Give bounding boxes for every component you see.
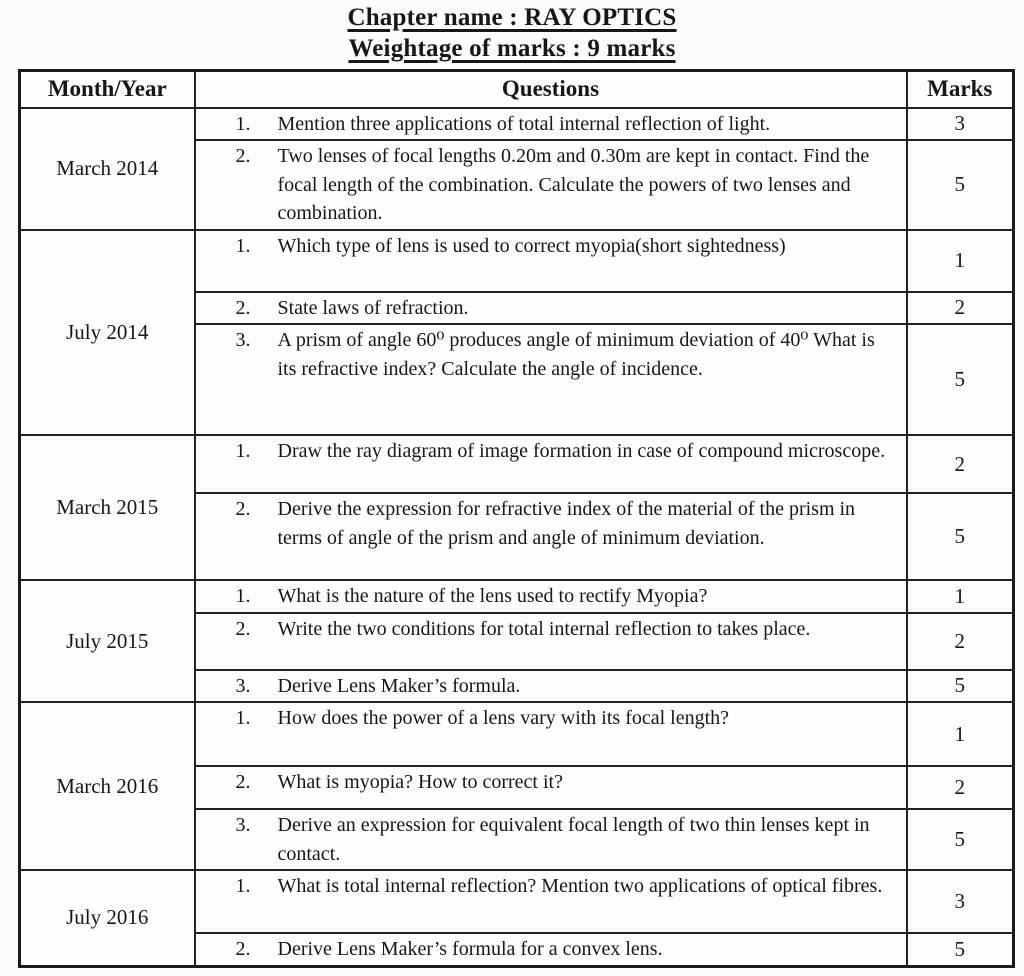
month-cell: March 2015 (20, 435, 195, 580)
marks-cell: 2 (907, 613, 1014, 670)
col-header-month: Month/Year (20, 71, 195, 108)
marks-cell: 5 (907, 933, 1014, 966)
marks-cell: 5 (907, 670, 1014, 703)
marks-cell: 3 (907, 870, 1014, 933)
question-number: 1. (235, 112, 251, 135)
marks-cell: 5 (907, 809, 1014, 870)
month-cell: July 2016 (20, 870, 195, 966)
marks-cell: 2 (907, 766, 1014, 809)
question-row (20, 108, 1014, 141)
question-text: What is myopia? How to correct it? (277, 771, 563, 793)
question-text: Derive Lens Maker’s formula. (277, 674, 521, 697)
month-cell: July 2014 (20, 230, 195, 436)
marks-cell: 1 (907, 580, 1014, 613)
question-number: 2. (235, 296, 251, 319)
month-cell: March 2014 (20, 108, 195, 230)
question-text: State laws of refraction. (277, 296, 469, 319)
question-row (20, 702, 1014, 766)
question-text: Derive the expression for refractive index of the material of the prism in terms of angle of the prism and angle of minimum deviation. (277, 498, 856, 549)
question-number: 2. (235, 771, 251, 793)
marks-cell: 5 (907, 140, 1014, 230)
marks-cell: 1 (907, 702, 1014, 766)
question-number: 1. (235, 875, 251, 897)
document-header (0, 0, 1024, 64)
question-text: What is the nature of the lens used to rectify Myopia? (277, 585, 708, 607)
question-number: 3. (235, 814, 251, 836)
question-number: 3. (235, 674, 251, 697)
marks-cell: 5 (907, 493, 1014, 580)
question-row (20, 435, 1014, 493)
question-text: Two lenses of focal lengths 0.20m and 0.30m are kept in contact. Find the focal length of the combination. Calculate the powers of two lenses and combination. (277, 145, 870, 224)
question-number: 1. (235, 707, 251, 729)
month-cell: July 2015 (20, 580, 195, 702)
question-number: 2. (235, 145, 251, 167)
question-text: How does the power of a lens vary with its focal length? (277, 707, 730, 729)
question-number: 1. (235, 234, 251, 257)
marks-cell: 2 (907, 292, 1014, 325)
question-text: A prism of angle 60⁰ produces angle of minimum deviation of 40⁰ What is its refractive index? Calculate the angle of incidence. (277, 329, 875, 380)
header-row (20, 71, 1014, 108)
question-text: Derive Lens Maker’s formula for a convex lens. (277, 938, 663, 960)
col-header-questions: Questions (195, 71, 907, 108)
question-row (20, 230, 1014, 292)
question-text: What is total internal reflection? Mention two applications of optical fibres. (277, 875, 883, 897)
question-text: Draw the ray diagram of image formation in case of compound microscope. (277, 440, 886, 462)
question-text: Which type of lens is used to correct myopia(short sightedness) (277, 234, 786, 257)
question-number: 3. (235, 329, 251, 351)
chapter-title: Chapter name : RAY OPTICS (347, 4, 677, 31)
marks-cell: 5 (907, 324, 1014, 435)
questions-table (18, 69, 1015, 968)
marks-cell: 1 (907, 230, 1014, 292)
question-row (20, 870, 1014, 933)
month-cell: March 2016 (20, 702, 195, 870)
question-row (20, 580, 1014, 613)
question-text: Mention three applications of total internal reflection of light. (277, 112, 771, 135)
question-number: 2. (235, 938, 251, 960)
question-text: Derive an expression for equivalent focal length of two thin lenses kept in contact. (277, 814, 870, 865)
weightage-title: Weightage of marks : 9 marks (348, 35, 676, 62)
marks-cell: 2 (907, 435, 1014, 493)
col-header-marks: Marks (907, 71, 1014, 108)
marks-cell: 3 (907, 108, 1014, 141)
question-number: 2. (235, 617, 251, 640)
question-number: 1. (235, 585, 251, 607)
question-number: 1. (235, 440, 251, 462)
question-number: 2. (235, 498, 251, 520)
question-text: Write the two conditions for total internal reflection to takes place. (277, 617, 811, 640)
